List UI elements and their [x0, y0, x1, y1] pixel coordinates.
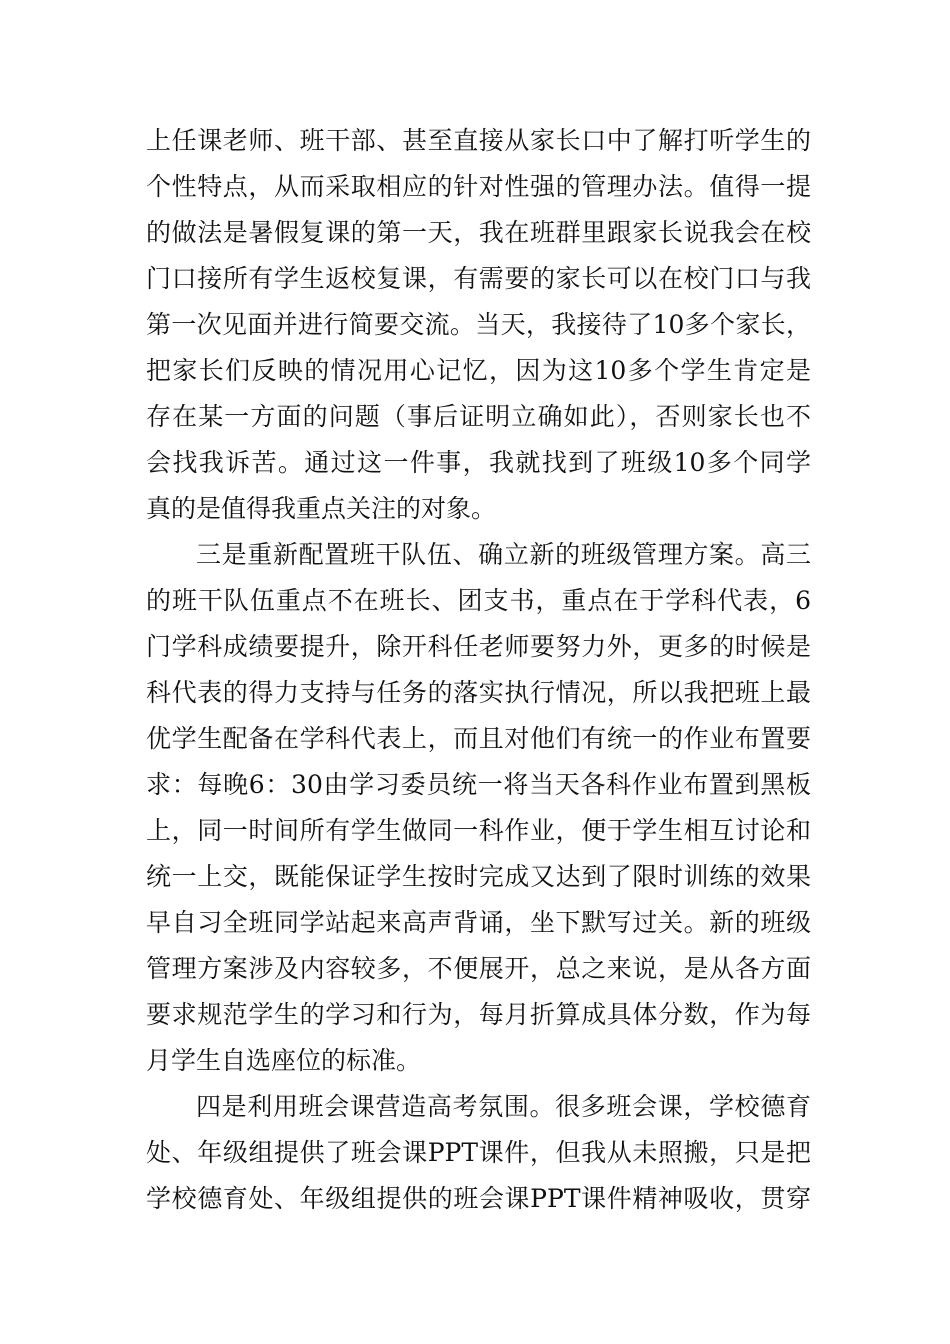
text-line: 求：每晚6：30由学习委员统一将当天各科作业布置到黑板: [146, 770, 811, 799]
paragraph-start-line: 三是重新配置班干队伍、确立新的班级管理方案。高三: [196, 540, 811, 569]
text-line: 上，同一时间所有学生做同一科作业，便于学生相互讨论和: [146, 816, 811, 845]
text-line: 早自习全班同学站起来高声背诵，坐下默写过关。新的班级: [146, 908, 811, 937]
text-line: 的做法是暑假复课的第一天，我在班群里跟家长说我会在校: [146, 218, 811, 247]
text-line: 管理方案涉及内容较多，不便展开，总之来说，是从各方面: [146, 954, 811, 983]
text-line: 月学生自选座位的标准。: [146, 1046, 422, 1075]
text-line: 门学科成绩要提升，除开科任老师要努力外，更多的时候是: [146, 632, 811, 661]
text-line: 要求规范学生的学习和行为，每月折算成具体分数，作为每: [146, 1000, 811, 1029]
text-line: 会找我诉苦。通过这一件事，我就找到了班级10多个同学: [146, 448, 811, 477]
text-line: 科代表的得力支持与任务的落实执行情况，所以我把班上最: [146, 678, 811, 707]
text-line: 的班干队伍重点不在班长、团支书，重点在于学科代表，6: [146, 586, 811, 615]
text-line: 统一上交，既能保证学生按时完成又达到了限时训练的效果: [146, 862, 811, 891]
text-line: 优学生配备在学科代表上，而且对他们有统一的作业布置要: [146, 724, 811, 753]
text-line: 上任课老师、班干部、甚至直接从家长口中了解打听学生的: [146, 126, 811, 155]
document-body: [146, 118, 811, 1222]
text-line: 第一次见面并进行简要交流。当天，我接待了10多个家长，: [146, 310, 811, 339]
text-line: 真的是值得我重点关注的对象。: [146, 494, 497, 523]
text-line: 学校德育处、年级组提供的班会课PPT课件精神吸收，贯穿: [146, 1184, 811, 1213]
text-line: 门口接所有学生返校复课，有需要的家长可以在校门口与我: [146, 264, 811, 293]
text-line: 存在某一方面的问题（事后证明立确如此），否则家长也不: [146, 402, 811, 431]
text-line: 把家长们反映的情况用心记忆，因为这10多个学生肯定是: [146, 356, 811, 385]
text-line: 个性特点，从而采取相应的针对性强的管理办法。值得一提: [146, 172, 811, 201]
text-line: 处、年级组提供了班会课PPT课件，但我从未照搬，只是把: [146, 1138, 811, 1167]
paragraph-start-line: 四是利用班会课营造高考氛围。很多班会课，学校德育: [196, 1092, 811, 1121]
